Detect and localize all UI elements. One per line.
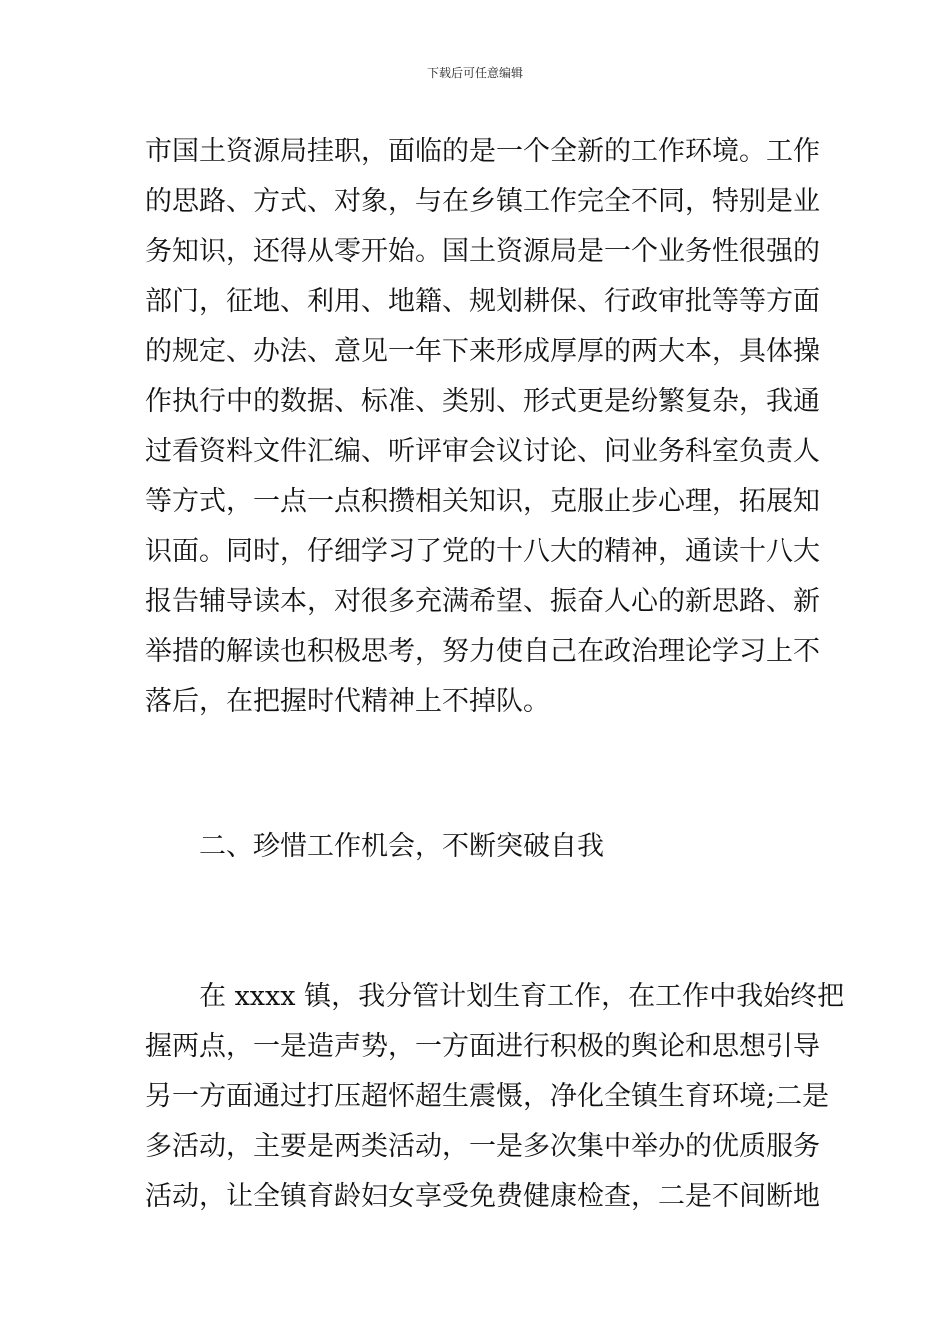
paragraph-line: 识面。同时，仔细学习了党的十八大的精神，通读十八大 bbox=[145, 536, 820, 567]
paragraph-line: 的思路、方式、对象，与在乡镇工作完全不同，特别是业 bbox=[145, 186, 820, 217]
paragraph-line: 过看资料文件汇编、听评审会议讨论、问业务科室负责人 bbox=[145, 436, 820, 467]
body-paragraph bbox=[145, 972, 845, 1222]
section-heading-text: 二、珍惜工作机会，不断突破自我 bbox=[145, 831, 604, 862]
paragraph-line: 的规定、办法、意见一年下来形成厚厚的两大本，具体操 bbox=[145, 336, 820, 367]
paragraph-line: 落后，在把握时代精神上不掉队。 bbox=[145, 686, 550, 717]
paragraph-line: 务知识，还得从零开始。国土资源局是一个业务性很强的 bbox=[145, 236, 820, 267]
paragraph-line: 等方式，一点一点积攒相关知识，克服止步心理，拓展知 bbox=[145, 486, 820, 517]
paragraph-line: 握两点，一是造声势，一方面进行积极的舆论和思想引导 bbox=[145, 1031, 820, 1062]
paragraph-line: 多活动，主要是两类活动，一是多次集中举办的优质服务 bbox=[145, 1131, 820, 1162]
paragraph-line: 举措的解读也积极思考，努力使自己在政治理论学习上不 bbox=[145, 636, 820, 667]
paragraph-line: 另一方面通过打压超怀超生震慑，净化全镇生育环境;二是 bbox=[145, 1081, 830, 1112]
page-header: 下载后可任意编辑 bbox=[426, 66, 523, 80]
paragraph-line: 作执行中的数据、标准、类别、形式更是纷繁复杂，我通 bbox=[145, 386, 820, 417]
paragraph-line: 报告辅导读本，对很多充满希望、振奋人心的新思路、新 bbox=[145, 586, 820, 617]
paragraph-line: 市国土资源局挂职，面临的是一个全新的工作环境。工作 bbox=[145, 136, 820, 167]
section-heading bbox=[145, 822, 825, 872]
body-paragraph bbox=[145, 127, 825, 727]
paragraph-line: 在 xxxx 镇，我分管计划生育工作，在工作中我始终把 bbox=[145, 981, 845, 1012]
paragraph-line: 部门，征地、利用、地籍、规划耕保、行政审批等等方面 bbox=[145, 286, 820, 317]
paragraph-line: 活动，让全镇育龄妇女享受免费健康检查，二是不间断地 bbox=[145, 1181, 820, 1212]
